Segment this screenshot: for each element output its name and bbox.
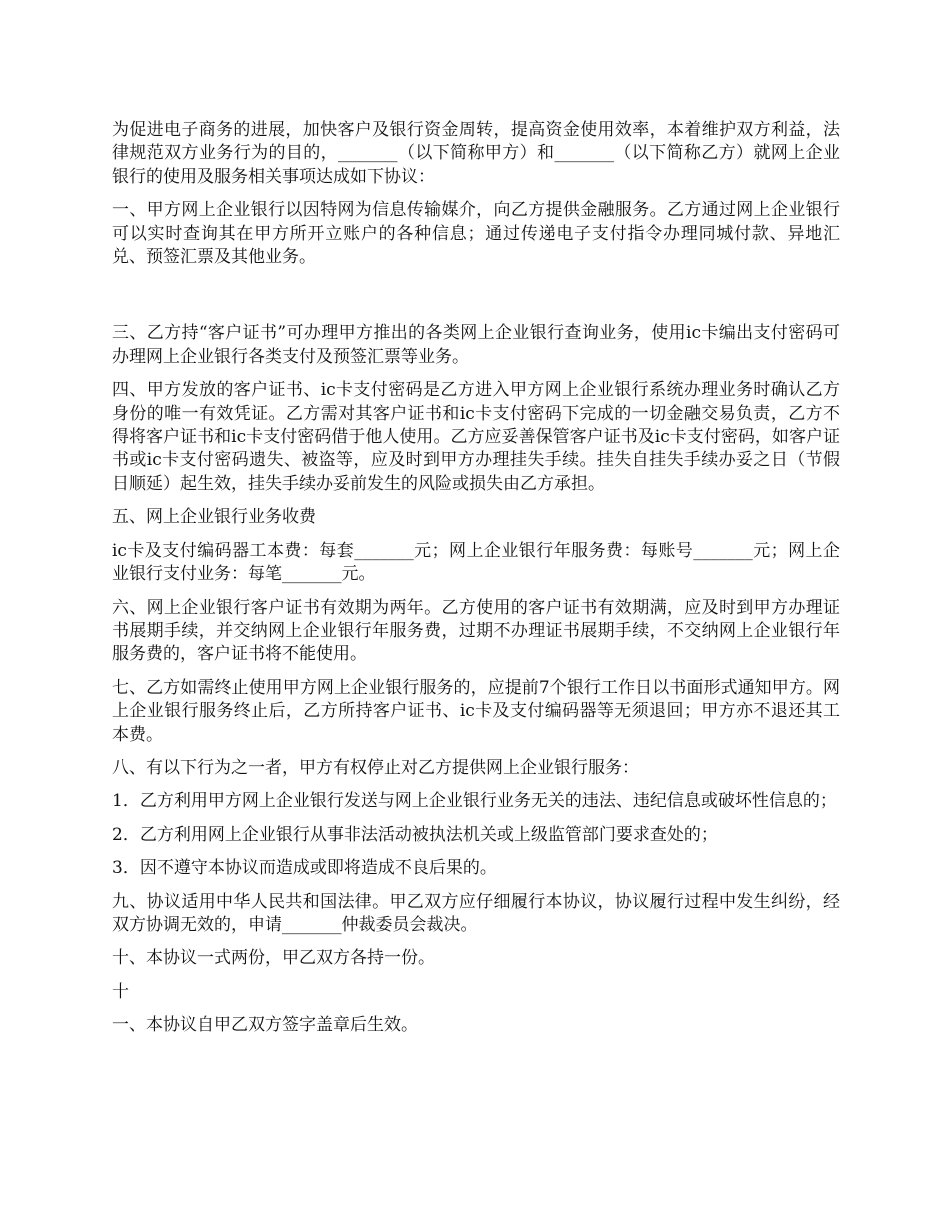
clause-3-paragraph: 三、乙方持“客户证书”可办理甲方推出的各类网上企业银行查询业务，使用ic卡编出支付密码可办理网上企业银行各类支付及预签汇票等业务。 xyxy=(112,323,840,367)
clause-11-number: 十 xyxy=(112,981,129,1002)
clause-8-item-2: 2．乙方利用网上企业银行从事非法活动被执法机关或上级监管部门要求查处的； xyxy=(112,824,718,845)
blank-gap xyxy=(112,279,840,322)
clause-7-paragraph: 七、乙方如需终止使用甲方网上企业银行服务的，应提前7个银行工作日以书面形式通知甲方。网上企业银行服务终止后，乙方所持客户证书、ic卡及支付编码器等无须退回；甲方亦不退还其工本费。 xyxy=(112,677,840,745)
clause-11-paragraph: 一、本协议自甲乙双方签字盖章后生效。 xyxy=(112,1015,418,1036)
clause-10-paragraph: 十、本协议一式两份，甲乙双方各持一份。 xyxy=(112,948,435,969)
agreement-document xyxy=(112,119,840,1048)
fee-schedule-paragraph: ic卡及支付编码器工本费：每套_______元；网上企业银行年服务费：每账号_______元；网上企业银行支付业务：每笔_______元。 xyxy=(112,540,840,585)
clause-8-heading: 八、有以下行为之一者，甲方有权停止对乙方提供网上企业银行服务： xyxy=(112,757,639,778)
clause-8-item-1: 1．乙方利用甲方网上企业银行发送与网上企业银行业务无关的违法、违纪信息或破坏性信息的； xyxy=(112,791,837,812)
clause-5-heading: 五、网上企业银行业务收费 xyxy=(112,507,316,528)
clause-9-paragraph: 九、协议适用中华人民共和国法律。甲乙双方应仔细履行本协议，协议履行过程中发生纠纷，经双方协调无效的，申请_______仲裁委员会裁决。 xyxy=(112,891,840,935)
preamble-paragraph: 为促进电子商务的进展，加快客户及银行资金周转，提高资金使用效率，本着维护双方利益，法律规范双方业务行为的目的，_______（以下简称甲方）和_______（以下简称乙方）就网上企业银行的使用及服务相关事项达成如下协议： xyxy=(112,120,840,187)
clause-6-paragraph: 六、网上企业银行客户证书有效期为两年。乙方使用的客户证书有效期满，应及时到甲方办理证书展期手续，并交纳网上企业银行年服务费，过期不办理证书展期手续，不交纳网上企业银行年服务费的，客户证书将不能使用。 xyxy=(112,597,840,665)
clause-8-item-3: 3．因不遵守本协议而造成或即将造成不良后果的。 xyxy=(112,858,497,879)
clause-1-paragraph: 一、甲方网上企业银行以因特网为信息传输媒介，向乙方提供金融服务。乙方通过网上企业银行可以实时查询其在甲方所开立账户的各种信息；通过传递电子支付指令办理同城付款、异地汇兑、预签汇票及其他业务。 xyxy=(112,200,840,268)
clause-4-paragraph: 四、甲方发放的客户证书、ic卡支付密码是乙方进入甲方网上企业银行系统办理业务时确认乙方身份的唯一有效凭证。乙方需对其客户证书和ic卡支付密码下完成的一切金融交易负责，乙方不得将客户证书和ic卡支付密码借于他人使用。乙方应妥善保管客户证书及ic卡支付密码，如客户证书或ic卡支付密码遗失、被盗等，应及时到甲方办理挂失手续。挂失自挂失手续办妥之日（节假日顺延）起生效，挂失手续办妥前发生的风险或损失由乙方承担。 xyxy=(112,380,840,494)
